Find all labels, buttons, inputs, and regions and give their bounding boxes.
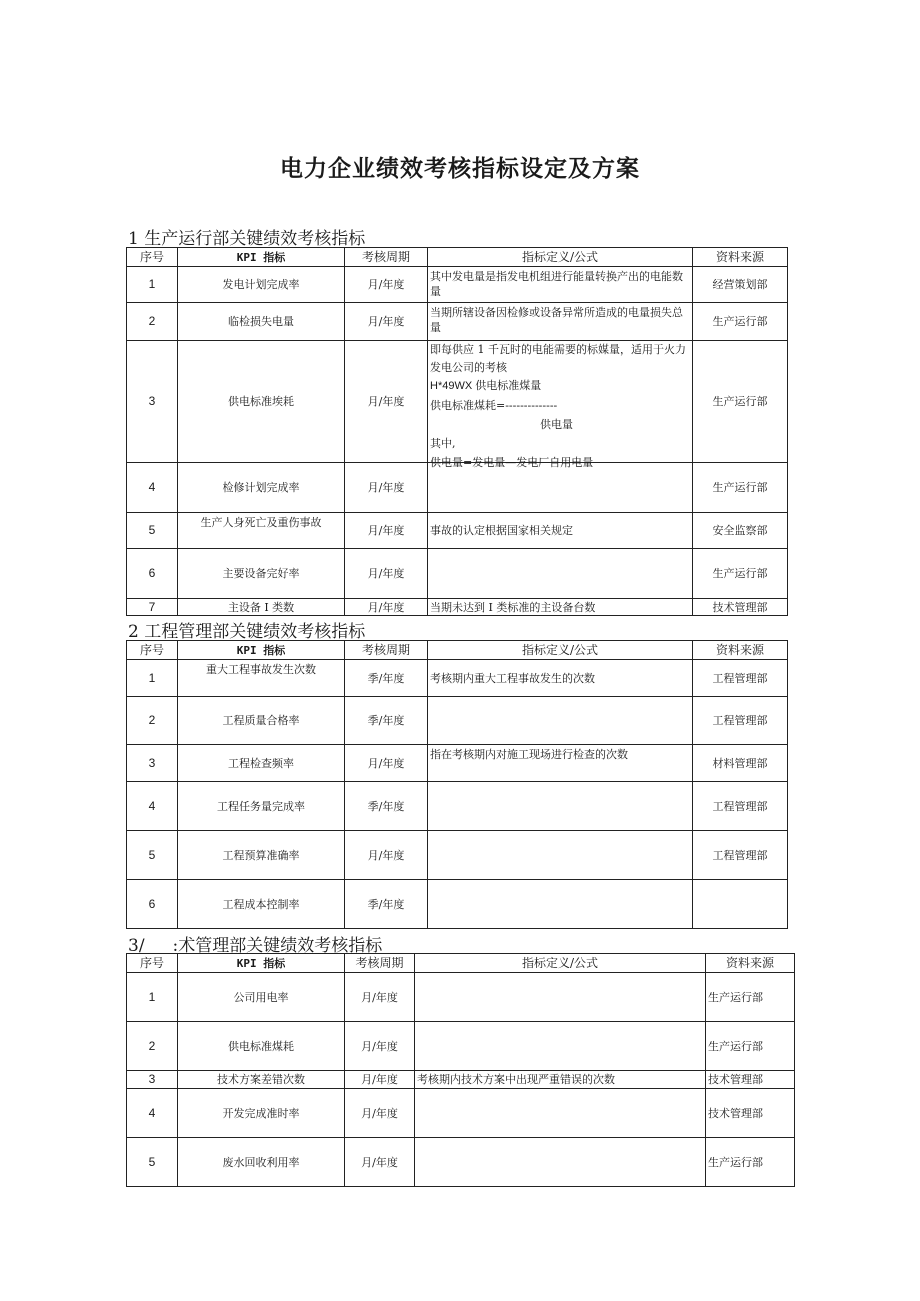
header-kpi: KPI 指标 [178, 248, 345, 267]
header-source: 资料来源 [693, 248, 788, 267]
table-row: 5 生产人身死亡及重伤事故 月/年度 事故的认定根据国家相关规定 安全监察部 [127, 513, 788, 549]
section-2-heading: 2 工程管理部关键绩效考核指标 [128, 622, 366, 642]
table-row: 1 公司用电率 月/年度 生产运行部 [127, 973, 795, 1022]
page-title: 电力企业绩效考核指标设定及方案 [280, 156, 640, 182]
header-seq: 序号 [127, 248, 178, 267]
table-row: 1 发电计划完成率 月/年度 其中发电量是指发电机组进行能量转换产出的电能数量 经营策划部 [127, 267, 788, 303]
table-row: 4 工程任务量完成率 季/年度 工程管理部 [127, 782, 788, 831]
table-header-row [127, 248, 788, 267]
table-row: 2 供电标准煤耗 月/年度 生产运行部 [127, 1022, 795, 1071]
table-row: 5 废水回收利用率 月/年度 生产运行部 [127, 1138, 795, 1187]
table-row: 4 检修计划完成率 月/年度 生产运行部 [127, 463, 788, 513]
table-row: 3 技术方案差错次数 月/年度 考核期内技术方案中出现严重错误的次数 技术管理部 [127, 1071, 795, 1089]
table-header-row: 序号 KPI 指标 考核周期 指标定义/公式 资料来源 [127, 641, 788, 660]
table-row: 6 主要设备完好率 月/年度 生产运行部 [127, 549, 788, 599]
section-3-table [126, 953, 795, 1187]
table-row: 6 工程成本控制率 季/年度 [127, 880, 788, 929]
table-row: 7 主设备 I 类数 月/年度 当期未达到 I 类标准的主设备台数 技术管理部 [127, 599, 788, 616]
formula-cell: 即每供应 1 千瓦时的电能需要的标媒量，适用于火力发电公司的考核 H*49WX 供电标准煤量 供电标准煤耗=-------------- 供电量 其中, 供电量=发电量—发电厂自用电量 [428, 341, 693, 463]
header-cycle: 考核周期 [345, 248, 428, 267]
section-2-table [126, 640, 788, 929]
table-row: 1 重大工程事故发生次数 季/年度 考核期内重大工程事故发生的次数 工程管理部 [127, 660, 788, 697]
table-row: 3 工程检查频率 月/年度 指在考核期内对施工现场进行检查的次数 材料管理部 [127, 745, 788, 782]
section-3-heading: 3/ :术管理部关键绩效考核指标 [128, 936, 383, 956]
header-definition: 指标定义/公式 [428, 248, 693, 267]
table-row: 4 开发完成准时率 月/年度 技术管理部 [127, 1089, 795, 1138]
table-header-row: 序号 KPI 指标 考核周期 指标定义/公式 资料来源 [127, 954, 795, 973]
table-row: 2 临检损失电量 月/年度 当期所辖设备因检修或设备异常所造成的电量损失总量 生产运行部 [127, 303, 788, 341]
section-1-heading: 1 生产运行部关键绩效考核指标 [128, 229, 366, 249]
table-row: 2 工程质量合格率 季/年度 工程管理部 [127, 697, 788, 745]
table-row: 5 工程预算准确率 月/年度 工程管理部 [127, 831, 788, 880]
table-row: 3 供电标准埃耗 月/年度 即每供应 1 千瓦时的电能需要的标媒量，适用于火力发电公司的考核 H*49WX 供电标准煤量 供电标准煤耗=-------------- 供电量 其中, 供电量=发电量—发电厂自用电量 生产运行部 [127, 341, 788, 463]
section-1-table [126, 247, 788, 616]
